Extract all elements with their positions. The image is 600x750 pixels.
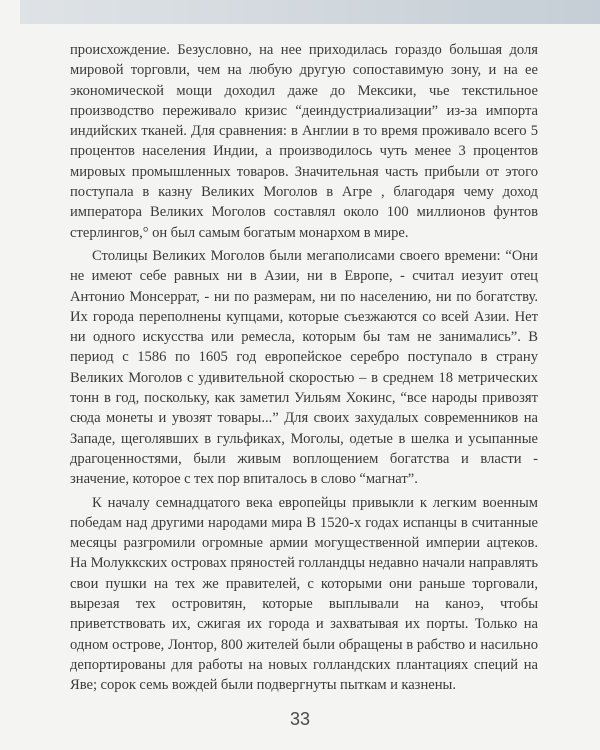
paragraph-3: К началу семнадцатого века европейцы привыкли к легким военным победам над другими народами мира В 1520-х годах испанцы в считанные месяцы разгромили огромные армии могущественной империи ацтеков. На Молуккских островах пряностей голландцы недавно начали направлять свои пушки на тех же правителей, с которыми они раньше торговали, вырезая тех островитян, которые выплывали на каноэ, чтобы приветствовать их, сжигая их города и захватывая их порты. Только на одном острове, Лонтор, 800 жителей были обращены в рабство и насильно депортированы для работы на новых голландских плантациях специй на Яве; сорок семь вождей были подвергнуты пыткам и казнены. xyxy=(70,494,538,694)
paragraph-1: происхождение. Безусловно, на нее приходилась гораздо большая доля мировой торговли, чем на любую другую сопоставимую зону, и на ее экономической мощи доходил даже до Мексики, чье текстильное производство переживало кризис “деиндустриализации” из-за импорта индийских тканей. Для сравнения: в Англии в то время проживало всего 5 процентов населения Индии, а производилось чуть менее 3 процентов мировых промышленных товаров. Значительная часть прибыли от этого поступала в казну Великих Моголов в Агре , благодаря чему доход императора Великих Моголов составлял около 100 миллионов фунтов стерлингов,° он был самым богатым монархом в мире. xyxy=(70,42,538,241)
page-number: 33 xyxy=(289,709,311,729)
paragraph-2: Столицы Великих Моголов были мегаполисами своего времени: “Они не имеют себе равных ни в Азии, ни в Европе, - считал иезуит отец Антонио Монсеррат, - ни по размерам, ни по населению, ни по богатству. Их города переполнены купцами, которые съезжаются со всей Азии. Нет ни одного искусства или ремесла, которым бы там не занимались”. В период с 1586 по 1605 год европейское серебро поступало в страну Великих Моголов с удивительной скоростью – в среднем 18 метрических тонн в год, поскольку, как заметил Уильям Хокинс, “все народы привозят сюда монеты и увозят товары...” Для своих захудалых современников на Западе, щеголявших в гульфиках, Моголы, одетые в шелка и усыпанные драгоценностями, были живым воплощением богатства и власти - значение, которое с тех пор впиталось в слово “магнат”. xyxy=(70,247,538,488)
page-body xyxy=(70,40,538,699)
top-banner-strip xyxy=(20,0,600,24)
